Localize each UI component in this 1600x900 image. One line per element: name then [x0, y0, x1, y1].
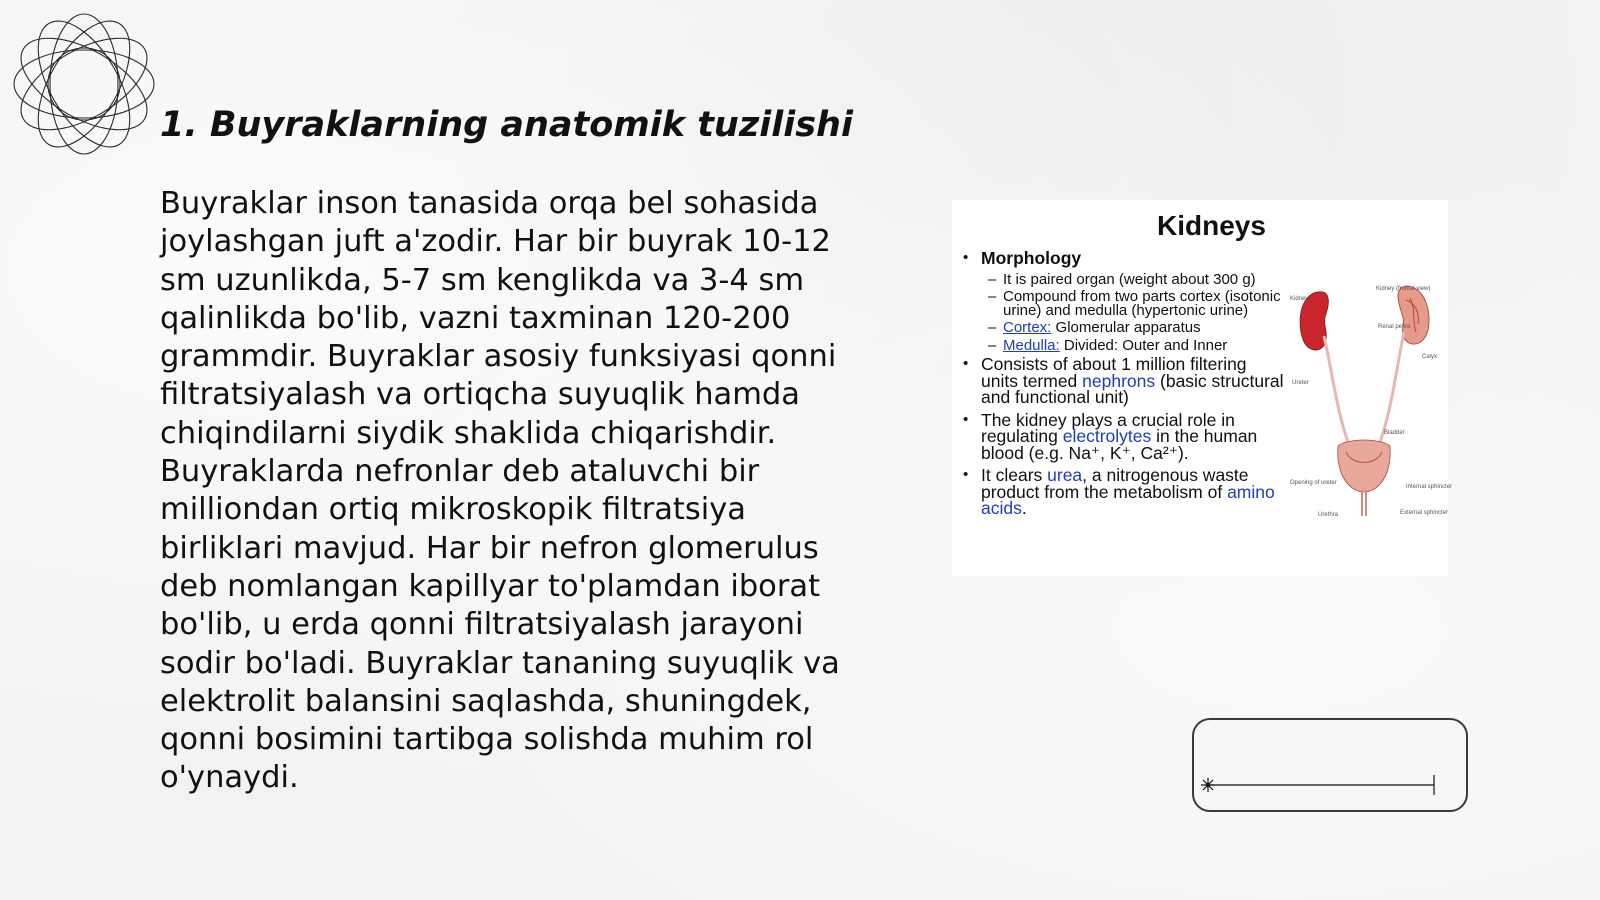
medulla-link[interactable]: Medulla:: [1003, 336, 1060, 354]
bullet-urea: [958, 467, 1288, 517]
label-ureter: Ureter: [1292, 380, 1309, 386]
bullet-morphology: [958, 250, 1288, 267]
cortex-link[interactable]: Cortex:: [1003, 319, 1052, 336]
nephrons-link[interactable]: nephrons: [1082, 370, 1156, 391]
nephrons-text-a: Consists of about 1 million filtering units termed: [981, 354, 1247, 391]
label-kidneys: Kidneys: [1290, 296, 1312, 302]
urea-link[interactable]: urea: [1047, 465, 1083, 485]
kidneys-figure: [952, 200, 1453, 576]
label-external-sphincter: External sphincter: [1400, 510, 1449, 516]
urea-text-b: , a nitrogenous waste product from the metabolism of: [981, 465, 1249, 502]
slide-body-text: Buyraklar inson tanasida orqa bel sohasida joylashgan juft a'zodir. Har bir buyrak 10-12 sm uzunlikda, 5-7 sm kenglikda va 3-4 sm qalinlikda bo'lib, vazni taxminan 120-200 grammdir. Buyraklar asosiy funksiyasi qonni filtratsiyalash va ortiqcha suyuqlik hamda chiqindilarni siydik shaklida chiqarishdir. Buyraklarda nefronlar deb ataluvchi bir milliondan ortiq mikroskopik filtratsiya birliklari mavjud. Har bir nefron glomerulus deb nomlangan kapillyar to'plamdan iborat bo'lib, u erda qonni filtratsiyalash jarayoni sodir bo'ladi. Buyraklar tananing suyuqlik va elektrolit balansini saqlashda, shuningdek, qonni bosimini tartibga solishda muhim rol o'ynaydi.: [160, 186, 840, 796]
sub-bullet-compound: – Compound from two parts cortex (isotonic urine) and medulla (hypertonic urine): [958, 290, 1288, 317]
sub-bullet-cortex: [958, 321, 1288, 335]
slide-title: 1. Buyraklarning anatomik tuzilishi: [160, 105, 853, 145]
star-line-ornament-icon: [1200, 770, 1450, 800]
morphology-heading: Morphology: [981, 248, 1082, 268]
medulla-text: Divided: Outer and Inner: [1059, 336, 1228, 354]
figure-bullet-list: [958, 250, 1288, 523]
figure-title: Kidneys: [1157, 210, 1266, 241]
amino-acids-link[interactable]: amino acids: [981, 481, 1275, 518]
ureter-left: [1324, 336, 1350, 448]
label-internal-sphincter: Internal sphincter: [1406, 484, 1453, 490]
label-opening: Opening of ureter: [1290, 480, 1337, 486]
sub-bullet-medulla: [958, 336, 1288, 354]
sub-bullet-paired: – It is paired organ (weight about 300 g): [958, 273, 1288, 287]
bullet-electrolytes: [958, 409, 1288, 463]
circular-ornament-icon: [10, 10, 158, 158]
electrolytes-text-a: The kidney plays a crucial role in regulating: [981, 409, 1235, 446]
label-bladder: Bladder: [1384, 430, 1405, 436]
urea-text-c: .: [1021, 498, 1027, 518]
bladder-shape: [1338, 440, 1390, 492]
electrolytes-text-b: in the human blood (e.g. Na⁺, K⁺, Ca²⁺).: [981, 426, 1258, 463]
label-kidney-section: Kidney (frontal view): [1376, 286, 1431, 292]
label-urethra: Urethra: [1318, 512, 1339, 518]
cortex-text: Glomerular apparatus: [1051, 319, 1201, 336]
urethra-shape: [1362, 490, 1366, 516]
electrolytes-link[interactable]: electrolytes: [1062, 426, 1152, 446]
label-renal-pelvis: Renal pelvis: [1378, 324, 1411, 330]
urinary-system-illustration: [1288, 280, 1453, 530]
urea-text-a: It clears: [981, 465, 1048, 485]
bullet-nephrons: [958, 356, 1288, 406]
nephrons-text-b: (basic structural and functional unit): [981, 370, 1284, 407]
label-calyx: Calyx: [1422, 354, 1438, 360]
